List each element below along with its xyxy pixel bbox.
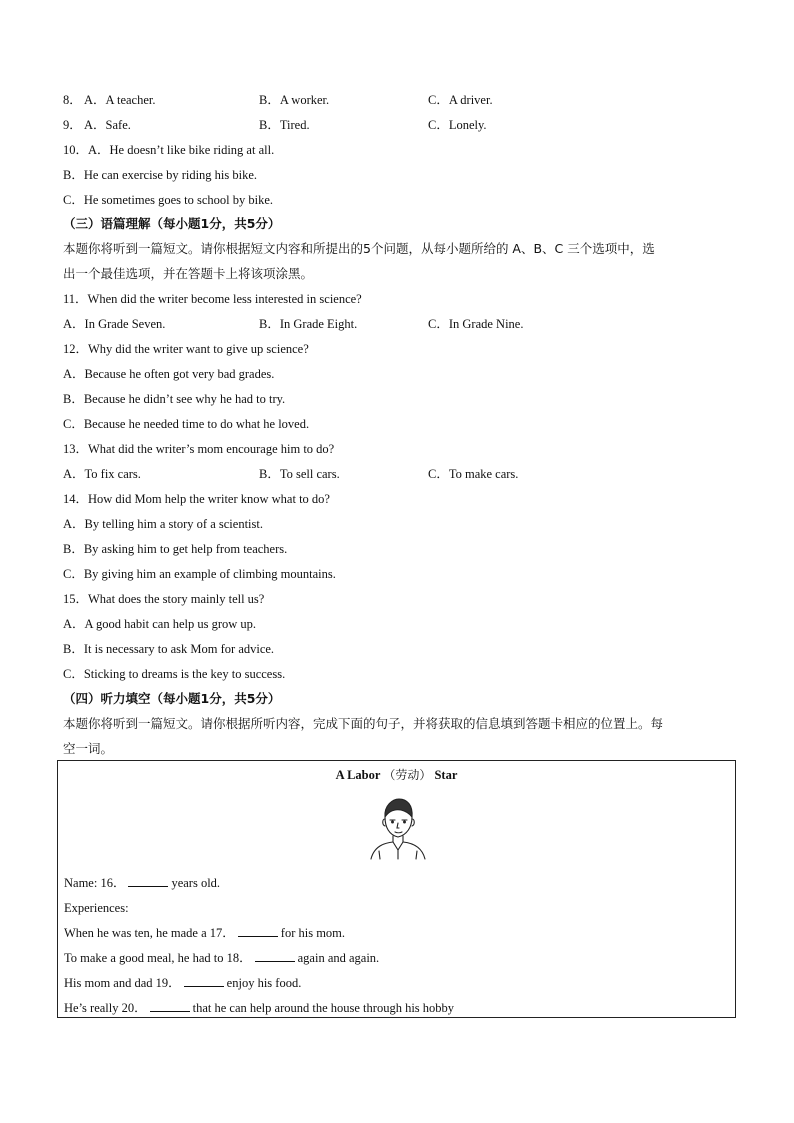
q9-option-b: B．Tired. (259, 118, 310, 132)
blank-20[interactable] (150, 1000, 190, 1012)
box-title-chinese: （劳动） (383, 768, 432, 782)
q10-option-c: C．He sometimes goes to school by bike. (63, 193, 274, 207)
q9-option-c: C．Lonely. (428, 118, 487, 132)
name-line (64, 875, 220, 891)
q12-option-a: A．Because he often got very bad grades. (63, 367, 275, 381)
q13-question: 13．What did the writer’s mom encourage him to do? (63, 442, 335, 456)
q14-option-a: A．By telling him a story of a scientist. (63, 517, 263, 531)
line-20 (64, 1000, 454, 1016)
q13-option-b: B．To sell cars. (259, 467, 340, 481)
line-17-suffix: for his mom. (280, 926, 346, 940)
line-17-prefix: When he was ten, he made a 17． (64, 926, 235, 940)
line-18 (64, 950, 379, 966)
line-18-suffix: again and again. (297, 951, 380, 965)
line-20-suffix: that he can help around the house through his hobby (192, 1001, 455, 1015)
name-line-prefix: Name: 16． (64, 876, 126, 890)
labor-star-box (57, 760, 736, 1018)
q15-question: 15．What does the story mainly tell us? (63, 592, 265, 606)
q8-option-a-text: A．A teacher. (84, 93, 156, 107)
line-19-suffix: enjoy his food. (226, 976, 302, 990)
q15-option-a: A．A good habit can help us grow up. (63, 617, 257, 631)
blank-18[interactable] (255, 950, 295, 962)
q8-option-a: 8． (63, 93, 82, 107)
q10-option-b: B．He can exercise by riding his bike. (63, 168, 258, 182)
line-20-prefix: He’s really 20． (64, 1001, 147, 1015)
q11-option-b: B．In Grade Eight. (259, 317, 358, 331)
q14-option-b: B．By asking him to get help from teachers. (63, 542, 288, 556)
q14-option-c: C．By giving him an example of climbing mountains. (63, 567, 336, 581)
q12-question: 12．Why did the writer want to give up science? (63, 342, 309, 356)
q11-option-c: C．In Grade Nine. (428, 317, 524, 331)
q13-option-c: C．To make cars. (428, 467, 519, 481)
blank-16[interactable] (128, 875, 168, 887)
q12-option-b: B．Because he didn’t see why he had to try. (63, 392, 286, 406)
q12-option-c: C．Because he needed time to do what he loved. (63, 417, 310, 431)
q11-question: 11．When did the writer become less interested in science? (63, 292, 362, 306)
q8-option-c: C．A driver. (428, 93, 493, 107)
q9-option-a: A．Safe. (84, 118, 131, 132)
q8-option-b: B．A worker. (259, 93, 330, 107)
q14-question: 14．How did Mom help the writer know what to do? (63, 492, 330, 506)
section4-instruction-2: 空一词。 (63, 741, 114, 756)
line-18-prefix: To make a good meal, he had to 18． (64, 951, 252, 965)
section4-instruction-1: 本题你将听到一篇短文。请你根据所听内容，完成下面的句子，并将获取的信息填到答题卡相应的位置上。每 (63, 716, 664, 731)
boy-portrait-icon (365, 795, 431, 861)
box-title-english-2: Star (434, 768, 458, 782)
section3-heading: （三）语篇理解（每小题1分，共5分） (63, 216, 281, 231)
box-title-english-1: A Labor (335, 768, 381, 782)
blank-19[interactable] (184, 975, 224, 987)
q9-num: 9． (63, 118, 82, 132)
section3-instruction-2: 出一个最佳选项，并在答题卡上将该项涂黑。 (63, 266, 314, 281)
line-19-prefix: His mom and dad 19． (64, 976, 181, 990)
line-19 (64, 975, 301, 991)
section3-instruction-1: 本题你将听到一篇短文。请你根据短文内容和所提出的5个问题，从每小题所给的 A、B、C 三个选项中，选 (63, 241, 655, 256)
line-17 (64, 925, 345, 941)
section4-heading: （四）听力填空（每小题1分，共5分） (63, 691, 281, 706)
name-line-suffix: years old. (171, 876, 221, 890)
q11-option-a: A．In Grade Seven. (63, 317, 166, 331)
q15-option-c: C．Sticking to dreams is the key to success. (63, 667, 286, 681)
q13-option-a: A．To fix cars. (63, 467, 141, 481)
blank-17[interactable] (238, 925, 278, 937)
q10-option-a: 10．A．He doesn’t like bike riding at all. (63, 143, 275, 157)
experiences-label: Experiences: (64, 901, 129, 915)
box-title (58, 767, 735, 783)
q15-option-b: B．It is necessary to ask Mom for advice. (63, 642, 275, 656)
